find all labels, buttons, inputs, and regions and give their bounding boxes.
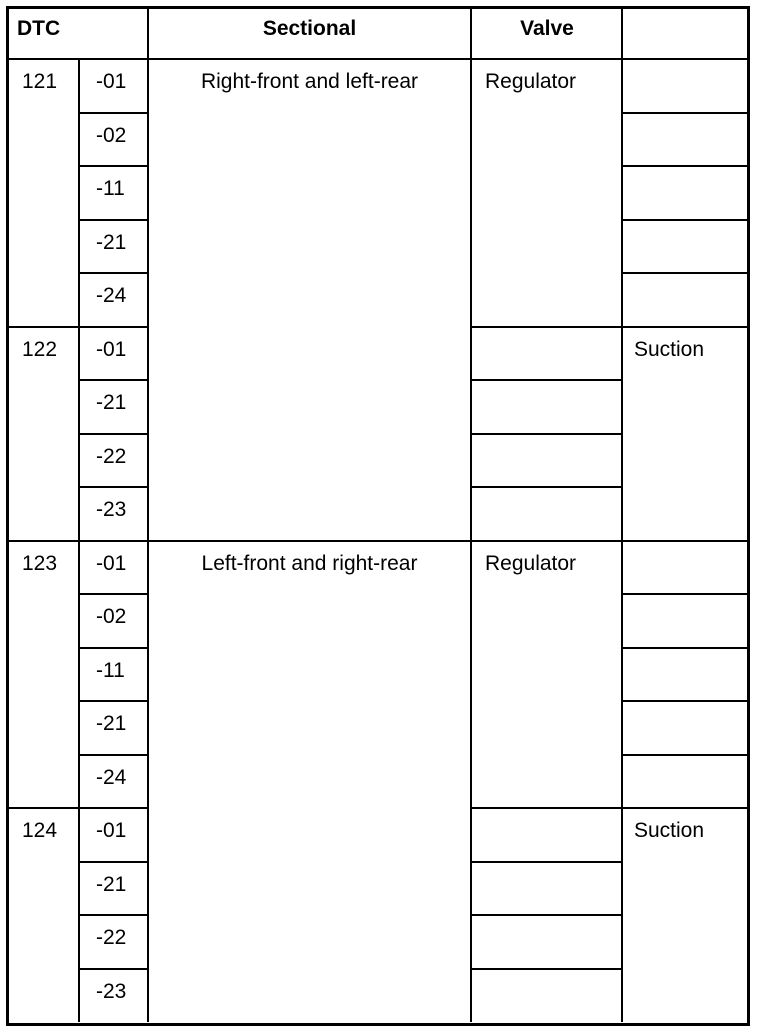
row-divider	[79, 914, 148, 916]
row-divider	[471, 914, 622, 916]
subcode-cell: -01	[96, 819, 127, 842]
sectional-cell: Left-front and right-rear	[201, 551, 418, 575]
subcode-cell: -02	[96, 605, 127, 628]
header-valve: Valve	[520, 17, 574, 40]
group-divider	[622, 540, 747, 542]
header-sectional: Sectional	[262, 17, 357, 40]
subcode-cell: -21	[96, 230, 127, 254]
subcode-cell: -21	[96, 712, 127, 735]
subcode-cell: -02	[96, 123, 127, 147]
group-divider	[148, 540, 471, 542]
valve-cell: Regulator	[485, 551, 577, 575]
subcode-cell: -01	[96, 551, 127, 575]
subcode-cell: -24	[96, 284, 127, 307]
subcode-cell: -23	[96, 979, 127, 1003]
row-divider	[622, 219, 747, 221]
row-divider	[471, 433, 622, 435]
subcode-cell: -01	[96, 70, 127, 93]
row-divider	[622, 272, 747, 274]
column-divider	[147, 6, 149, 1022]
group-divider	[6, 807, 148, 809]
extra-cell: Suction	[634, 337, 705, 361]
subcode-cell: -22	[96, 444, 127, 468]
row-divider	[79, 272, 148, 274]
row-divider	[471, 861, 622, 863]
subcode-cell: -11	[96, 658, 125, 682]
group-divider	[622, 807, 747, 809]
group-divider	[471, 807, 622, 809]
row-divider	[79, 486, 148, 488]
group-divider	[6, 540, 148, 542]
row-divider	[79, 593, 148, 595]
column-divider	[470, 6, 472, 1022]
group-divider	[622, 326, 747, 328]
subcode-cell: -21	[96, 872, 127, 896]
row-divider	[622, 700, 747, 702]
header-divider	[6, 58, 747, 60]
row-divider	[79, 165, 148, 167]
sectional-cell: Right-front and left-rear	[200, 70, 419, 93]
row-divider	[79, 754, 148, 756]
header-dtc: DTC	[17, 17, 61, 40]
row-divider	[622, 647, 747, 649]
row-divider	[622, 754, 747, 756]
valve-cell: Regulator	[485, 70, 577, 93]
row-divider	[79, 112, 148, 114]
column-divider	[621, 6, 623, 1022]
row-divider	[622, 165, 747, 167]
row-divider	[471, 486, 622, 488]
dtc-code-cell: 123	[22, 551, 58, 575]
row-divider	[79, 647, 148, 649]
dtc-code-cell: 122	[22, 337, 58, 361]
dtc-code-cell: 121	[22, 70, 58, 93]
row-divider	[622, 112, 747, 114]
row-divider	[79, 379, 148, 381]
group-divider	[471, 326, 622, 328]
row-divider	[622, 593, 747, 595]
group-divider	[471, 540, 622, 542]
extra-cell: Suction	[634, 819, 705, 842]
row-divider	[471, 379, 622, 381]
subcode-cell: -24	[96, 765, 127, 789]
subcode-cell: -21	[96, 391, 127, 414]
row-divider	[79, 433, 148, 435]
group-divider	[6, 326, 148, 328]
row-divider	[79, 861, 148, 863]
subcode-cell: -01	[96, 337, 127, 361]
row-divider	[79, 700, 148, 702]
subcode-cell: -23	[96, 498, 127, 521]
dtc-code-cell: 124	[22, 819, 58, 842]
subcode-cell: -22	[96, 926, 127, 949]
subcode-cell: -11	[96, 177, 125, 200]
row-divider	[79, 219, 148, 221]
row-divider	[471, 968, 622, 970]
row-divider	[79, 968, 148, 970]
